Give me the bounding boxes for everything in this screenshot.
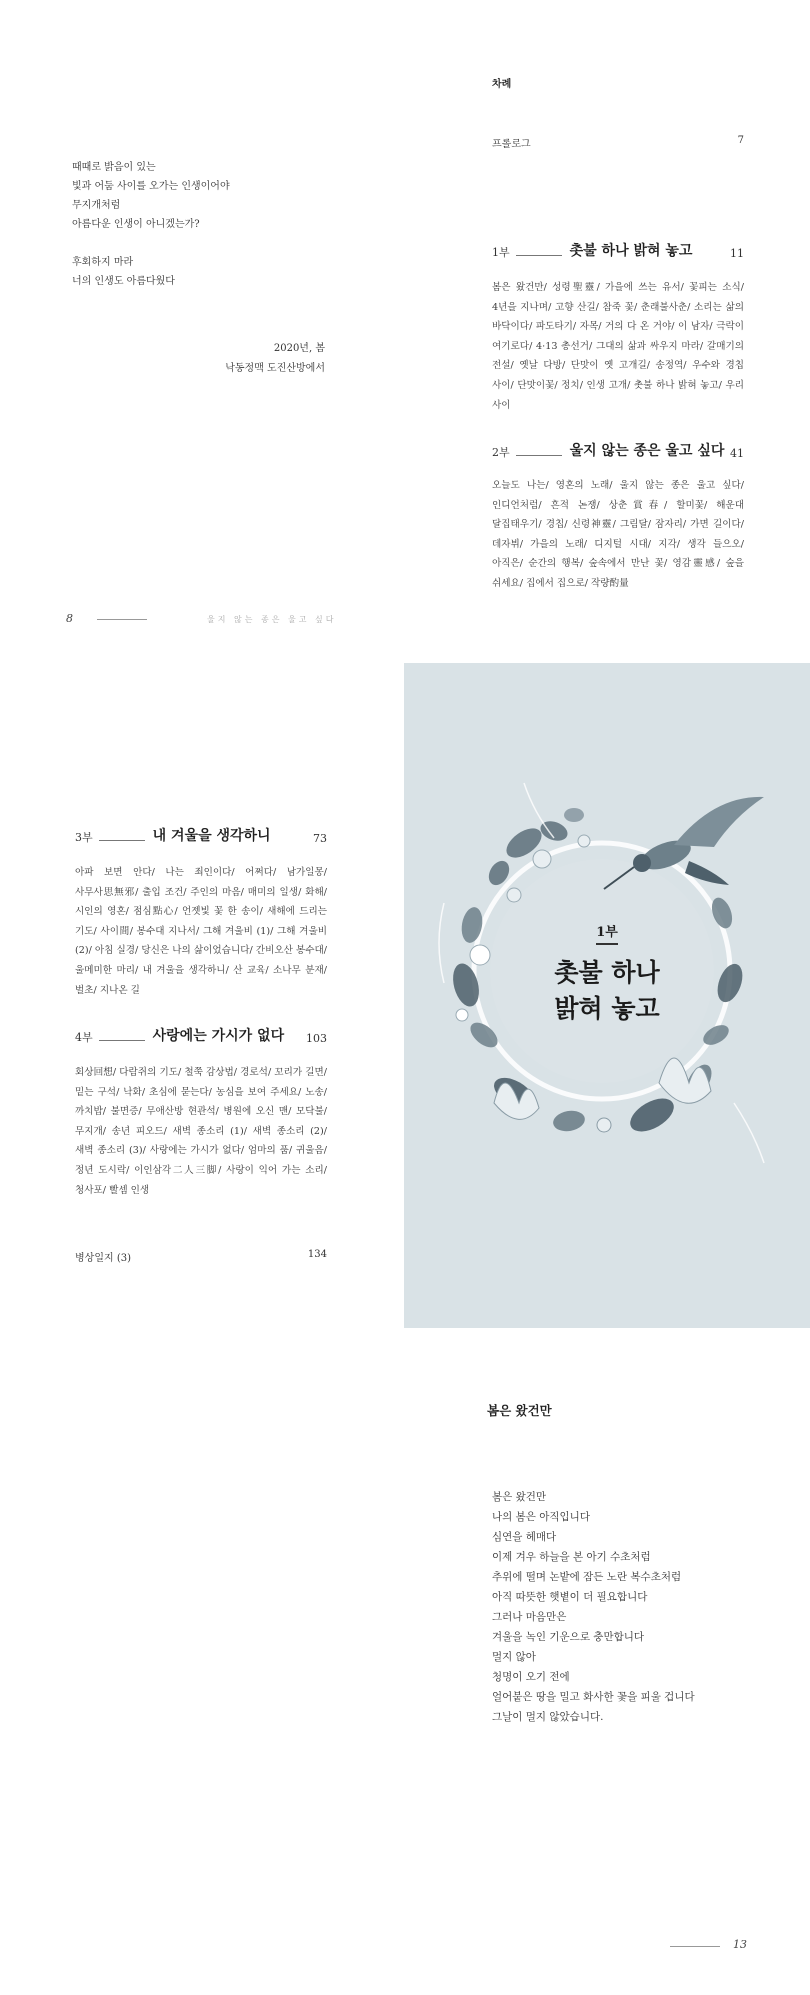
poem-line: 얼어붙은 땅을 밀고 화사한 꽃을 피울 겁니다 [492, 1691, 695, 1703]
poem-line: 멀지 않아 [492, 1651, 536, 1663]
left-page-number: 8 [66, 612, 73, 625]
divider-part-label: 1부 [596, 925, 618, 940]
divider-part-rule [596, 943, 618, 945]
poem-title: 봄은 왔건만 [487, 1403, 552, 1418]
divider-title-line: 촛불 하나 [554, 958, 660, 987]
toc-part-4 [75, 1025, 327, 1200]
toc-part-1 [492, 240, 744, 415]
toc-part-title: 내 겨울을 생각하니 [152, 828, 271, 844]
toc-part-label: 4부 [75, 1031, 93, 1044]
toc-part-3 [75, 825, 327, 1000]
toc-part-contents: 봄은 왔건만/ 성령聖靈/ 가을에 쓰는 유서/ 꽃피는 소식/ 4년을 지나며/ 고향 산길/ 참죽 꽃/ 춘래불사춘/ 소리는 삶의 바닥이다/ 파도타기/ 자목/ 거의 다 온 거야/ 이 남자/ 극락이 여기로다/ 4·13 총선거/ 그대의 삶과 싸우지 마라/ 갈매기의 전설/ 옛날 다방/ 단맛이 옛 고개길/ 송정역/ 우수와 경칩 사이/ 단맛이꽃/ 정치/ 인생 고개/ 촛불 하나 밝혀 놓고/ 우리 사이 [492, 282, 744, 411]
toc-epilogue-label: 병상일지 (3) [75, 1253, 131, 1264]
poem-body [492, 1487, 695, 1727]
toc-part-contents: 회상回想/ 다람쥐의 기도/ 철쭉 감상법/ 경로석/ 꼬리가 길면/ 밑는 구석/ 낙화/ 초심에 묻는다/ 농심을 보여 주세요/ 노송/ 까치밥/ 불면증/ 무애산방 현관석/ 병원에 오신 맨/ 모닥불/ 무지개/ 송년 피오드/ 새벽 종소리 (1)/ 새벽 종소리 (2)/ 새벽 종소리 (3)/ 사랑에는 가시가 없다/ 엄마의 품/ 귀울음/ 정년 도시락/ 이인삼각二人三脚/ 사랑이 익어 가는 소리/ 청사포/ 빨셈 인생 [75, 1067, 327, 1196]
epigraph-line: 무지개처럼 [72, 200, 121, 211]
toc-part-label: 1부 [492, 246, 510, 259]
right-page-number: 13 [733, 1938, 747, 1951]
toc-part-title: 사랑에는 가시가 없다 [152, 1028, 285, 1044]
toc-part-page: 11 [730, 247, 744, 260]
toc-title: 차례 [492, 79, 512, 90]
toc-part-title: 촛불 하나 밝혀 놓고 [569, 243, 693, 259]
footer-rule [97, 619, 147, 620]
toc-prologue-label: 프롤로그 [492, 139, 531, 150]
running-title: 울지 않는 종은 울고 싶다 [207, 615, 337, 624]
toc-part-contents: 아파 보면 안다/ 나는 죄인이다/ 어쩌다/ 남가일몽/ 사무사思無邪/ 출입 조건/ 주인의 마음/ 매미의 일생/ 화해/ 시인의 영혼/ 점심點心/ 언젯빛 꽃 한 송이/ 새해에 드리는 기도/ 사이間/ 봉수대 지나서/ 그해 겨울비 (1)/ 그해 겨울비 (2)/ 아침 실경/ 당신은 나의 삶이었습니다/ 간비오산 봉수대/ 울메미한 마리/ 내 겨울을 생각하니/ 산 교육/ 소나무 분재/ 벌초/ 지나온 길 [75, 867, 327, 996]
poem-line: 그러나 마음만은 [492, 1611, 567, 1623]
toc-part-rule [99, 840, 145, 841]
poem-line: 추위에 떨며 논밭에 잠든 노란 복수초처럼 [492, 1571, 682, 1583]
toc-part-heading [75, 825, 327, 845]
poem-line: 그날이 멀지 않았습니다. [492, 1711, 604, 1723]
epigraph-place: 낙동정맥 도진산방에서 [225, 363, 325, 374]
epigraph-date: 2020년, 봄 [273, 343, 325, 354]
toc-part-contents: 오늘도 나는/ 영혼의 노래/ 울지 않는 종은 울고 싶다/ 인디언처럼/ 흔적 논쟁/ 상춘賞春/ 할미꽃/ 해운대 달집태우기/ 경칩/ 신령神靈/ 그림달/ 잠자리/ 가면 길이다/ 데자뷔/ 가을의 노래/ 디지털 시대/ 지각/ 생각 들으오/ 아직은/ 순간의 행복/ 숲속에서 만난 꽃/ 영감靈感/ 숲을 쉬세요/ 집에서 집으로/ 작량酌量 [492, 480, 744, 589]
footer-rule [670, 1946, 720, 1947]
toc-part-page: 73 [313, 832, 327, 845]
divider-title-block [404, 921, 810, 1027]
poem-line: 이제 겨우 하늘을 본 아기 수초처럼 [492, 1551, 651, 1563]
toc-part-rule [99, 1040, 145, 1041]
toc-part-title: 울지 않는 종은 울고 싶다 [569, 443, 725, 459]
toc-part-heading [492, 240, 744, 260]
toc-part-heading [75, 1025, 327, 1045]
poem-line: 청명이 오기 전에 [492, 1671, 570, 1683]
toc-epilogue-page: 134 [307, 1249, 327, 1260]
poem-line: 봄은 왔건만 [492, 1491, 547, 1503]
epigraph-line: 너의 인생도 아름다웠다 [72, 276, 175, 287]
toc-part-rule [516, 255, 562, 256]
epigraph [72, 158, 230, 291]
toc-prologue-page: 7 [737, 135, 744, 146]
toc-part-rule [516, 455, 562, 456]
poem-line: 나의 봄은 아직입니다 [492, 1511, 590, 1523]
toc-part-label: 3부 [75, 831, 93, 844]
toc-part-heading [492, 440, 744, 460]
epigraph-line: 빛과 어둠 사이를 오가는 인생이어야 [72, 181, 230, 192]
epigraph-line: 때때로 밝음이 있는 [72, 162, 156, 173]
poem-line: 겨울을 녹인 기운으로 충만합니다 [492, 1631, 645, 1643]
poem-line: 아직 따뜻한 햇볕이 더 필요합니다 [492, 1591, 648, 1603]
part-divider-panel [404, 663, 810, 1328]
divider-title-line: 밝혀 놓고 [554, 994, 660, 1023]
toc-part-2 [492, 440, 744, 594]
toc-part-label: 2부 [492, 446, 510, 459]
epigraph-line: 아름다운 인생이 아니겠는가? [72, 219, 200, 230]
toc-part-page: 41 [730, 447, 744, 460]
toc-part-page: 103 [306, 1032, 327, 1045]
epigraph-line: 후회하지 마라 [72, 257, 134, 268]
poem-line: 심연을 헤매다 [492, 1531, 557, 1543]
